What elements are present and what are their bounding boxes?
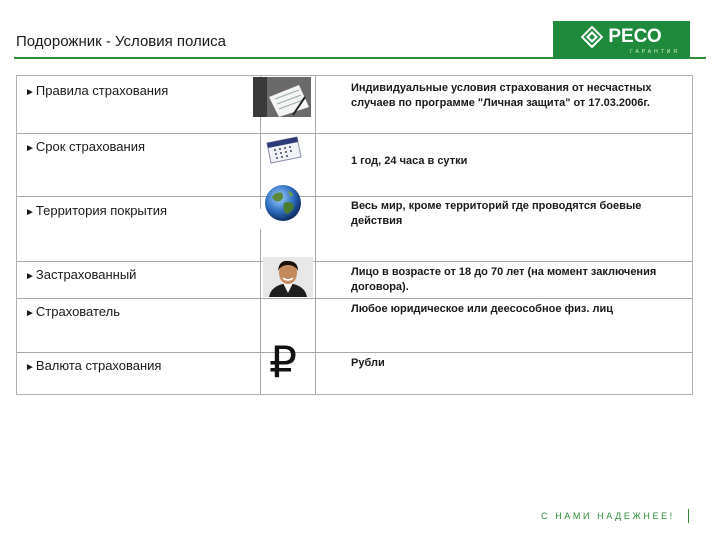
bullet-arrow-icon: ► [25,87,35,98]
label-insurance-currency: ►Валюта страхования [25,358,162,373]
row-divider [17,133,692,134]
globe-icon [263,183,303,223]
tagline: С НАМИ НАДЕЖНЕЕ! [541,511,675,521]
reso-emblem-icon [581,26,603,48]
row-divider [17,196,692,197]
ruble-icon: ₽ [269,337,297,388]
tagline-rule [688,509,689,523]
label-coverage-territory: ►Территория покрытия [25,203,168,218]
label-policyholder: ►Страхователь [25,304,120,319]
logo-subtext: ГАРАНТИЯ [630,49,680,55]
value-insurance-term: 1 год, 24 часа в сутки [351,155,468,167]
value-insurance-currency: Рубли [351,357,385,369]
logo-text: РЕСО [608,26,662,47]
row-divider [17,352,692,353]
calendar-icon [265,135,303,165]
bullet-arrow-icon: ► [25,362,35,373]
bullet-arrow-icon: ► [25,207,35,218]
value-policyholder: Любое юридическое или деесособное физ. лиц [351,303,613,315]
person-photo-icon [263,257,313,297]
column-divider-right [315,76,316,395]
document-signing-icon [253,77,311,117]
bullet-arrow-icon: ► [25,143,35,154]
page-title: Подорожник - Условия полиса [16,33,227,50]
policy-terms-table [16,75,693,395]
label-insurance-rules: ►Правила страхования [25,83,169,98]
column-divider-left-lower [260,229,261,395]
value-insurance-rules: Индивидуальные условия страхования от несчастных случаев по программе "Личная защита" от 17.03.2006г. [351,82,652,109]
label-insured-person: ►Застрахованный [25,267,137,282]
row-divider [17,261,692,262]
label-insurance-term: ►Срок страхования [25,139,146,154]
row-divider [17,298,692,299]
bullet-arrow-icon: ► [25,271,35,282]
value-insured-person: Лицо в возрасте от 18 до 70 лет (на момент заключения договора). [351,266,657,293]
reso-logo [553,21,690,59]
value-coverage-territory: Весь мир, кроме территорий где проводятся боевые действия [351,200,642,227]
bullet-arrow-icon: ► [25,308,35,319]
